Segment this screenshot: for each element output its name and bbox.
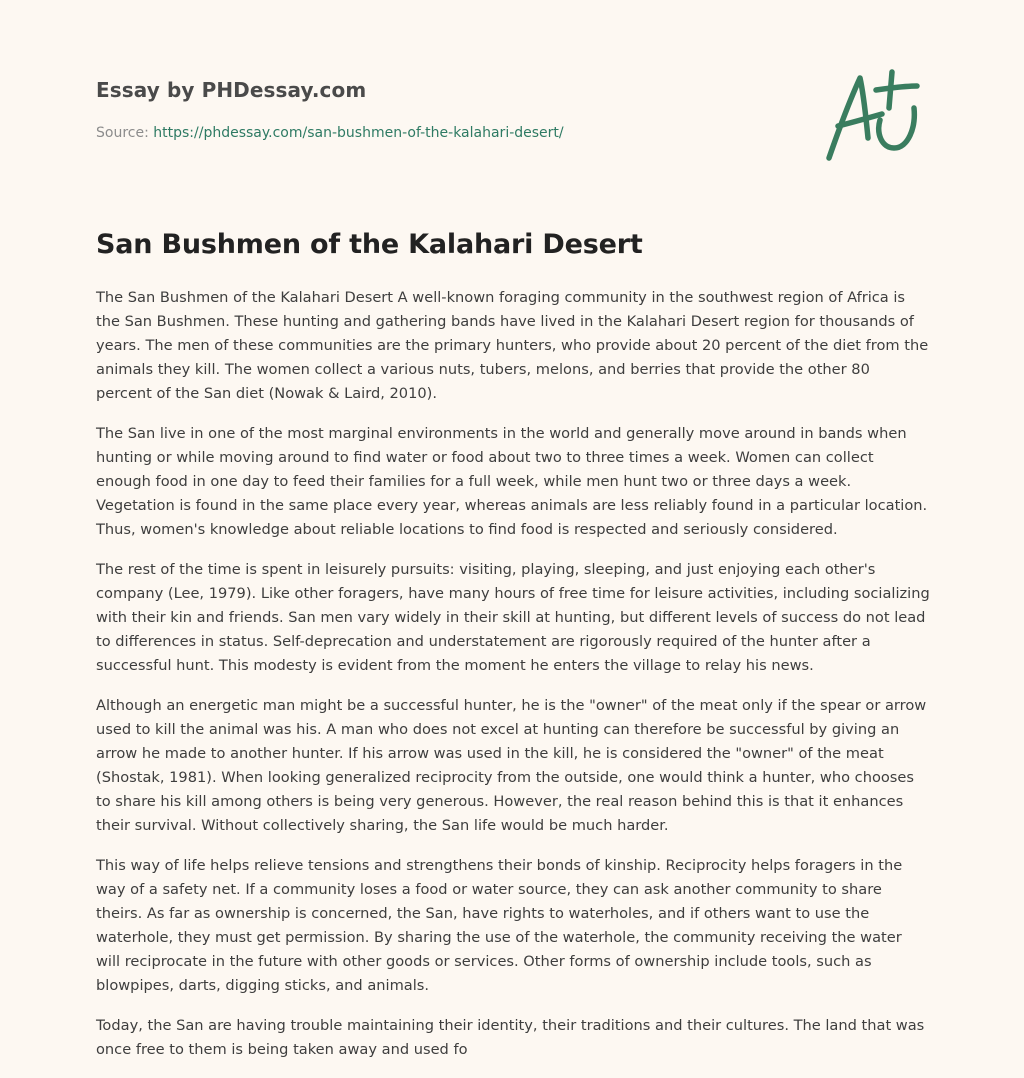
source-label: Source: xyxy=(96,125,149,141)
page-header xyxy=(96,78,776,142)
essay-paragraph: The San Bushmen of the Kalahari Desert A well-known foraging community in the southwest region of Africa is the San Bushmen. These hunting and gathering bands have lived in the Kalahari Desert region for thousands of years. The men of these communities are the primary hunters, who provide about 20 percent of the diet from the animals they kill. The women collect a various nuts, tubers, melons, and berries that provide the other 80 percent of the San diet (Nowak & Laird, 2010). xyxy=(96,289,929,402)
essay-title: San Bushmen of the Kalahari Desert xyxy=(96,229,643,260)
essay-paragraph: The San live in one of the most marginal environments in the world and generally move around in bands when hunting or while moving around to find water or food about two to three times a week. Women can collect enough food in one day to feed their families for a full week, while men hunt two or three days a week. Vegetation is found in the same place every year, whereas animals are less reliably found in a particular location. Thus, women's knowledge about reliable locations to find food is respected and seriously considered. xyxy=(96,425,928,538)
source-line xyxy=(96,124,776,142)
site-title: Essay by PHDessay.com xyxy=(96,78,367,102)
a-plus-grade-icon xyxy=(820,68,930,164)
essay-body xyxy=(96,286,930,1078)
source-link[interactable]: https://phdessay.com/san-bushmen-of-the-kalahari-desert/ xyxy=(153,125,564,141)
essay-paragraph: This way of life helps relieve tensions and strengthens their bonds of kinship. Reciprocity helps foragers in the way of a safety net. If a community loses a food or water source, they can ask another community to share theirs. As far as ownership is concerned, the San, have rights to waterholes, and if others want to use the waterhole, they must get permission. By sharing the use of the waterhole, the community receiving the water will reciprocate in the future with other goods or services. Other forms of ownership include tools, such as blowpipes, darts, digging sticks, and animals. xyxy=(96,857,903,994)
essay-paragraph: The rest of the time is spent in leisurely pursuits: visiting, playing, sleeping, and just enjoying each other's company (Lee, 1979). Like other foragers, have many hours of free time for leisure activities, including socializing with their kin and friends. San men vary widely in their skill at hunting, but different levels of success do not lead to differences in status. Self-deprecation and understatement are rigorously required of the hunter after a successful hunt. This modesty is evident from the moment he enters the village to relay his news. xyxy=(96,561,930,674)
essay-paragraph: Today, the San are having trouble maintaining their identity, their traditions and their cultures. The land that was once free to them is being taken away and used fo xyxy=(96,1017,925,1058)
essay-paragraph: Although an energetic man might be a successful hunter, he is the "owner" of the meat only if the spear or arrow used to kill the animal was his. A man who does not excel at hunting can therefore be successful by giving an arrow he made to another hunter. If his arrow was used in the kill, he is considered the "owner" of the meat (Shostak, 1981). When looking generalized reciprocity from the outside, one would think a hunter, who chooses to share his kill among others is being very generous. However, the real reason behind this is that it enhances their survival. Without collectively sharing, the San life would be much harder. xyxy=(96,697,927,834)
